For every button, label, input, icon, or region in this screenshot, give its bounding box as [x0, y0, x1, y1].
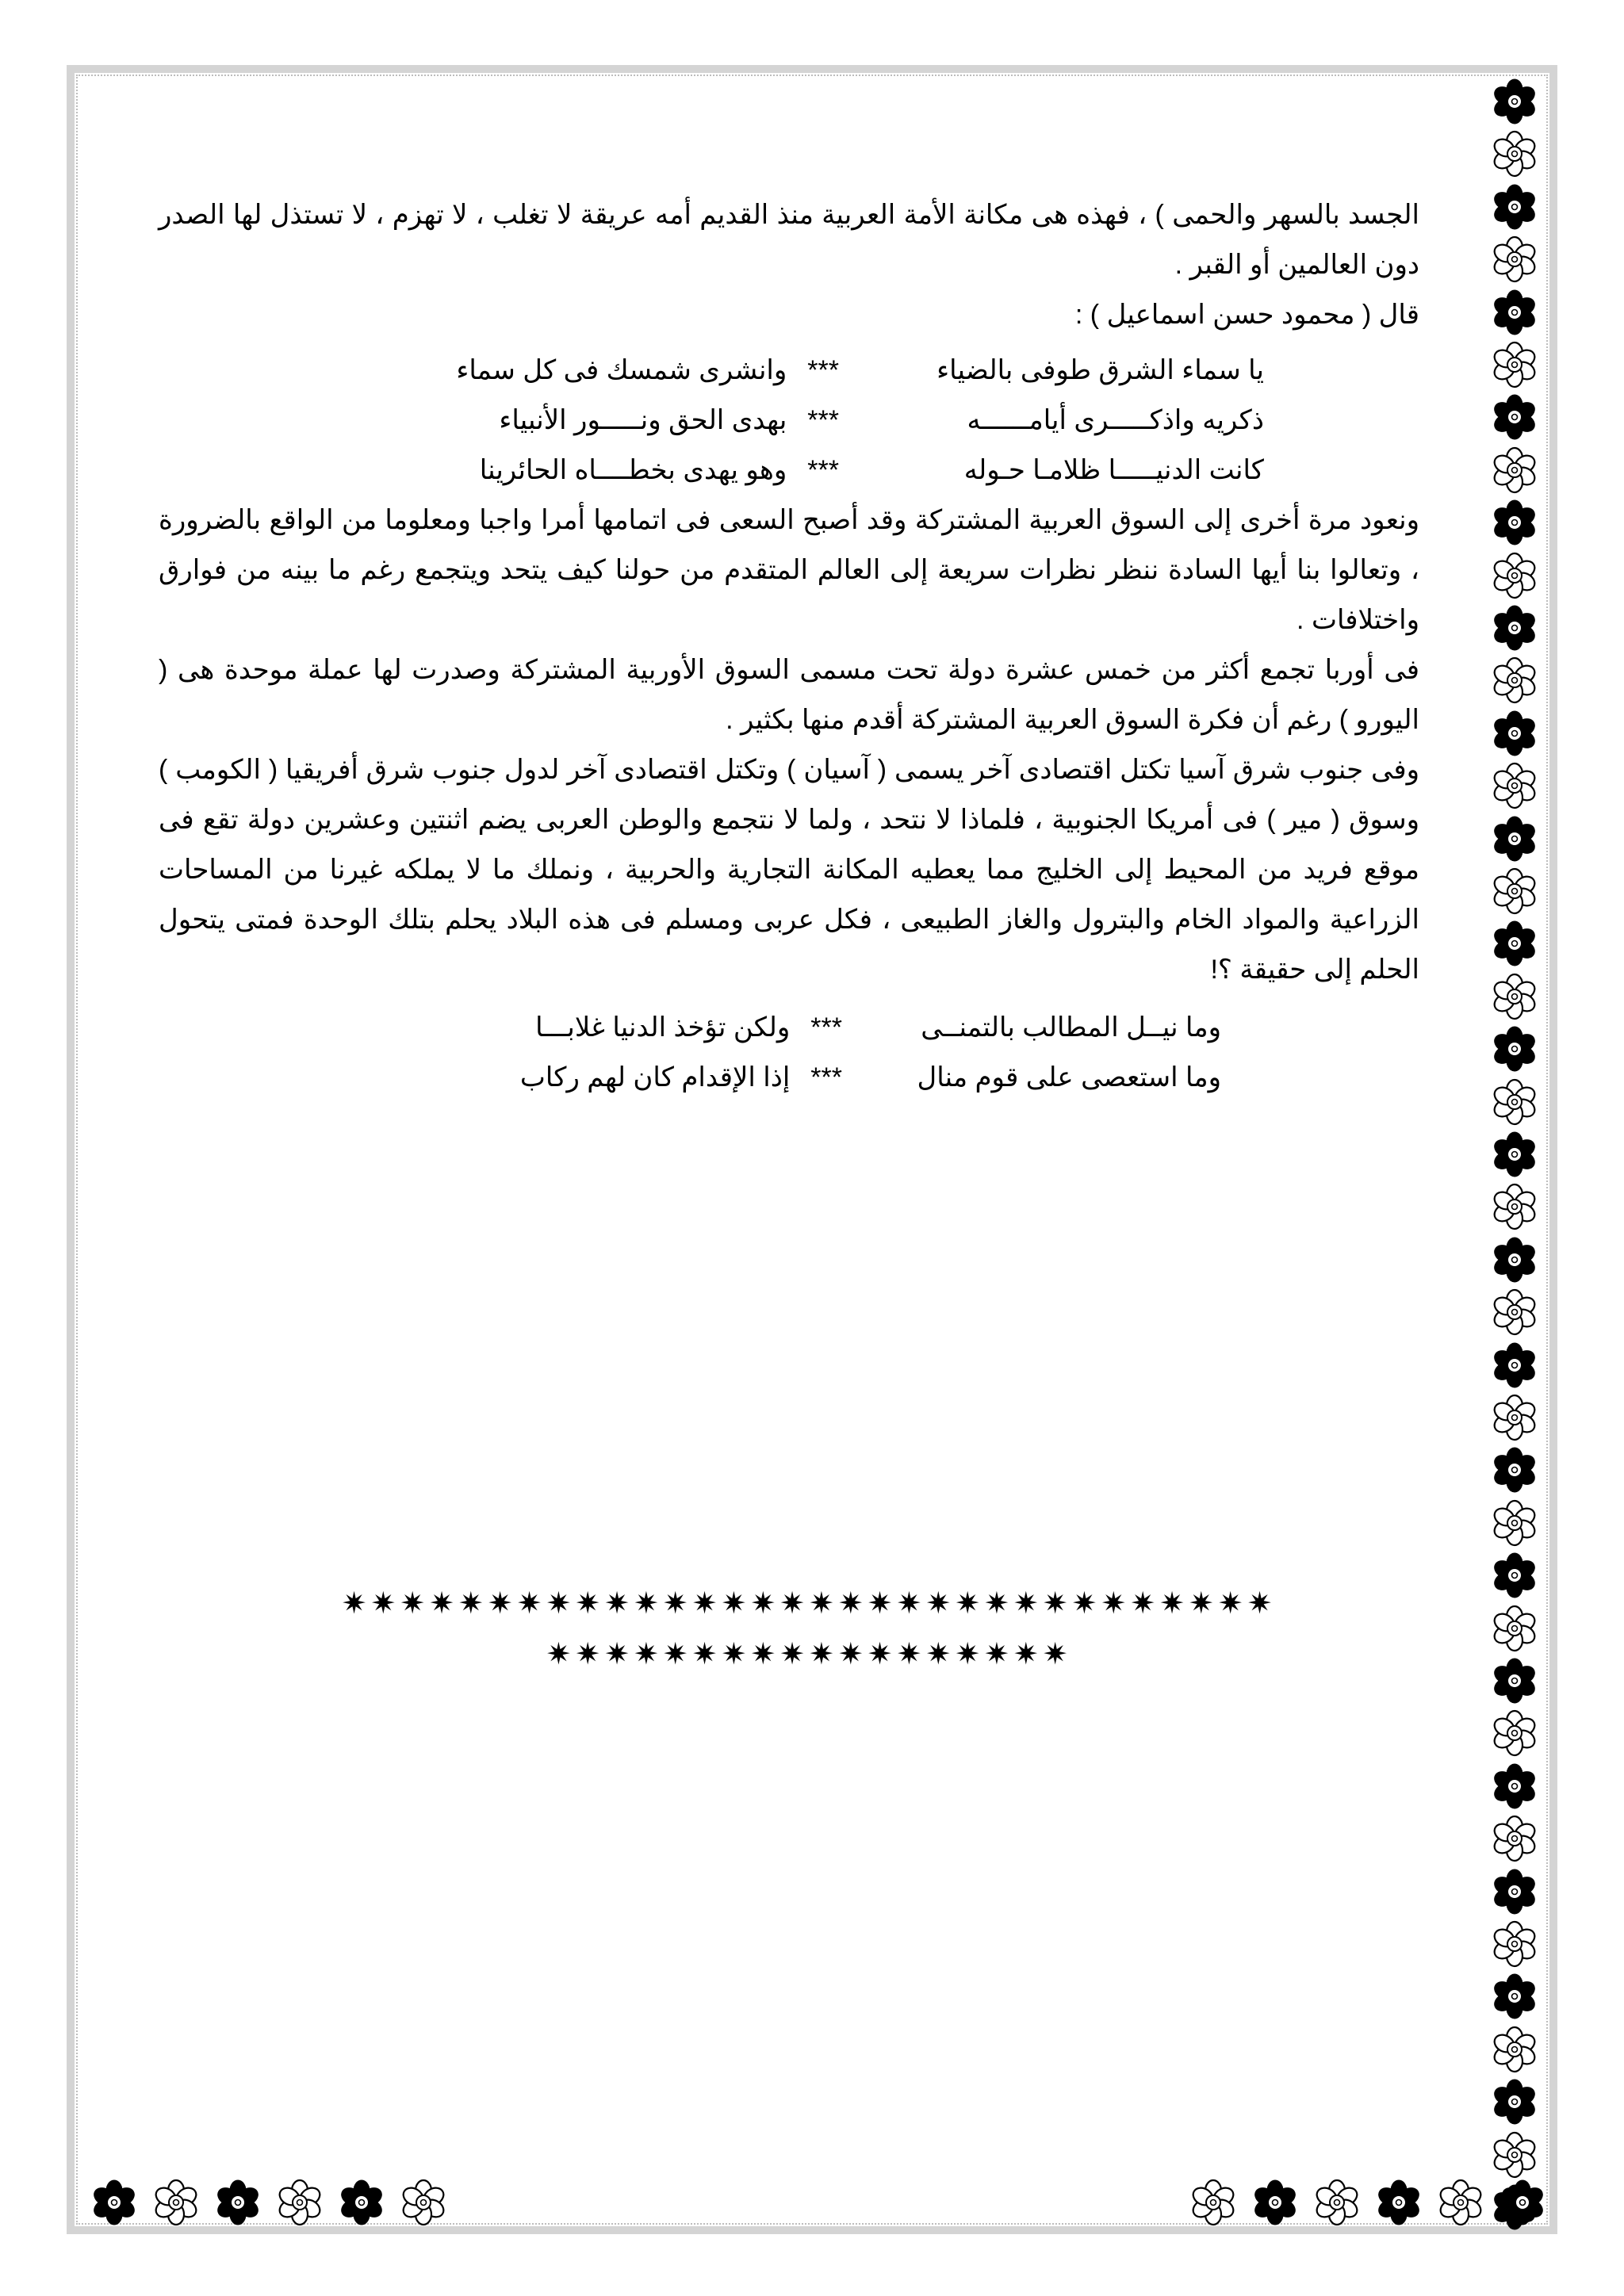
flower-icon: [1489, 182, 1540, 232]
flower-icon: [1497, 2177, 1548, 2228]
document-body: [159, 190, 1419, 1103]
flower-icon: [1489, 1655, 1540, 1706]
star-divider-line-1: ✷✷✷✷✷✷✷✷✷✷✷✷✷✷✷✷✷✷✷✷✷✷✷✷✷✷✷✷✷✷✷✷: [341, 1586, 1277, 1621]
flower-icon: [1489, 1550, 1540, 1601]
paragraph: فى أوربا تجمع أكثر من خمس عشرة دولة تحت مسمى السوق الأوربية المشتركة وصدرت لها عملة موحدة هى ( اليورو ) رغم أن فكرة السوق العربية المشتركة أقدم منها بكثير .: [159, 655, 1419, 735]
flower-icon: [336, 2177, 387, 2228]
border-flower-column: [1486, 76, 1543, 2233]
verse-second-half: بهدى الحق ونـــــور الأنبياء: [499, 405, 787, 435]
verse-separator: ***: [810, 1062, 842, 1093]
flower-icon: [1489, 392, 1540, 442]
flower-icon: [1489, 971, 1540, 1022]
flower-icon: [151, 2177, 201, 2228]
verse-separator: ***: [810, 1012, 842, 1043]
flower-icon: [1489, 918, 1540, 969]
verse-line: [159, 396, 1264, 446]
flower-icon: [1489, 1181, 1540, 1232]
flower-icon: [1489, 445, 1540, 496]
paragraph: الجسد بالسهر والحمى ) ، فهذه هى مكانة الأمة العربية منذ القديم أمه عريقة لا تغلب ، لا تهزم ، لا تستذل لها الصدر دون العالمين أو القبر .: [159, 200, 1419, 280]
flower-icon: [1489, 339, 1540, 390]
flower-icon: [1489, 866, 1540, 916]
flower-icon: [1435, 2177, 1486, 2228]
flower-icon: [1312, 2177, 1362, 2228]
flower-icon: [398, 2177, 449, 2228]
flower-icon: [1489, 1603, 1540, 1654]
flower-icon: [1489, 1813, 1540, 1864]
flower-icon: [1373, 2177, 1424, 2228]
flower-icon: [1250, 2177, 1300, 2228]
star-divider-line-2: ✷✷✷✷✷✷✷✷✷✷✷✷✷✷✷✷✷✷: [546, 1636, 1072, 1671]
verse-first-half: يا سماء الشرق طوفى بالضياء: [936, 355, 1264, 385]
verse-separator: ***: [807, 455, 839, 485]
flower-icon: [1489, 76, 1540, 127]
verse-first-half: كانت الدنيـــــا ظلامـا حـوله: [963, 455, 1264, 485]
poem-verses-2: [159, 1003, 1419, 1103]
flower-icon: [1489, 1498, 1540, 1548]
verse-second-half: إذا الإقدام كان لهم ركاب: [519, 1062, 791, 1093]
flower-icon: [1489, 2076, 1540, 2127]
verse-line: [159, 446, 1264, 496]
flower-icon: [1489, 1708, 1540, 1758]
paragraph: ونعود مرة أخرى إلى السوق العربية المشتركة وقد أصبح السعى فى اتمامها أمرا واجبا ومعلوما من الواقع بالضرورة ، وتعالوا بنا أيها السادة ننظر نظرات سريعة إلى العالم المتقدم من حولنا كيف يتحد ويتجمع رغم ما بينه من فوارق واختلافات .: [159, 505, 1419, 635]
flower-icon: [1489, 550, 1540, 601]
flower-icon: [1489, 813, 1540, 864]
flower-icon: [1489, 1077, 1540, 1127]
flower-icon: [1489, 1340, 1540, 1391]
flower-icon: [1489, 287, 1540, 338]
flower-icon: [1489, 1866, 1540, 1917]
flower-icon: [1489, 234, 1540, 285]
verse-separator: ***: [807, 355, 839, 385]
border-flower-row-right: [1188, 2177, 1553, 2228]
flower-icon: [1489, 128, 1540, 179]
verse-second-half: ولكن تؤخذ الدنيا غلابـــا: [535, 1012, 791, 1043]
flower-icon: [1489, 708, 1540, 759]
verse-line: [159, 1003, 1221, 1053]
flower-icon: [1188, 2177, 1239, 2228]
flower-icon: [1489, 1971, 1540, 2022]
verse-first-half: ذكريه واذكـــــرى أيامــــــه: [967, 405, 1264, 435]
poem-verses-1: [159, 346, 1419, 496]
paragraph: وفى جنوب شرق آسيا تكتل اقتصادى آخر يسمى ( آسيان ) وتكتل اقتصادى آخر لدول جنوب شرق أفريقيا ( الكومب ) وسوق ( مير ) فى أمريكا الجنوبية ، فلماذا لا نتحد ، ولما لا نتجمع والوطن العربى يضم اثنتين وعشرين دولة تقع فى موقع فريد من المحيط إلى الخليج مما يعطيه المكانة التجارية والحربية ، ونملك ما لا يملكه غيرنا من المساحات الزراعية والمواد الخام والبترول والغاز الطبيعى ، فكل عربى ومسلم فى هذه البلاد يحلم بتلك الوحدة فمتى يتحول الحلم إلى حقيقة ؟!: [159, 755, 1419, 985]
flower-icon: [1489, 1287, 1540, 1337]
flower-icon: [1489, 1129, 1540, 1180]
flower-icon: [1489, 1234, 1540, 1285]
border-flower-row-left: [89, 2177, 454, 2228]
flower-icon: [1489, 760, 1540, 811]
flower-icon: [274, 2177, 325, 2228]
flower-icon: [1489, 2024, 1540, 2075]
flower-icon: [1489, 655, 1540, 706]
flower-icon: [1489, 1761, 1540, 1812]
flower-icon: [89, 2177, 140, 2228]
verse-first-half: وما نيــل المطالب بالتمنــى: [921, 1012, 1221, 1043]
verse-separator: ***: [807, 405, 839, 435]
verse-line: [159, 1053, 1221, 1103]
verse-first-half: وما استعصى على قوم منال: [917, 1062, 1221, 1093]
verse-second-half: وانشرى شمسك فى كل سماء: [456, 355, 787, 385]
flower-icon: [1489, 603, 1540, 653]
flower-icon: [1489, 497, 1540, 548]
verse-line: [159, 346, 1264, 396]
verse-second-half: وهو يهدى بخطــــاه الحائرينا: [479, 455, 787, 485]
flower-icon: [213, 2177, 263, 2228]
flower-icon: [1489, 1024, 1540, 1074]
flower-icon: [1489, 1445, 1540, 1495]
flower-icon: [1489, 1919, 1540, 1969]
poem-attribution: قال ( محمود حسن اسماعيل ) :: [1074, 300, 1419, 330]
flower-icon: [1489, 1392, 1540, 1443]
flower-icon: [1489, 2130, 1540, 2180]
